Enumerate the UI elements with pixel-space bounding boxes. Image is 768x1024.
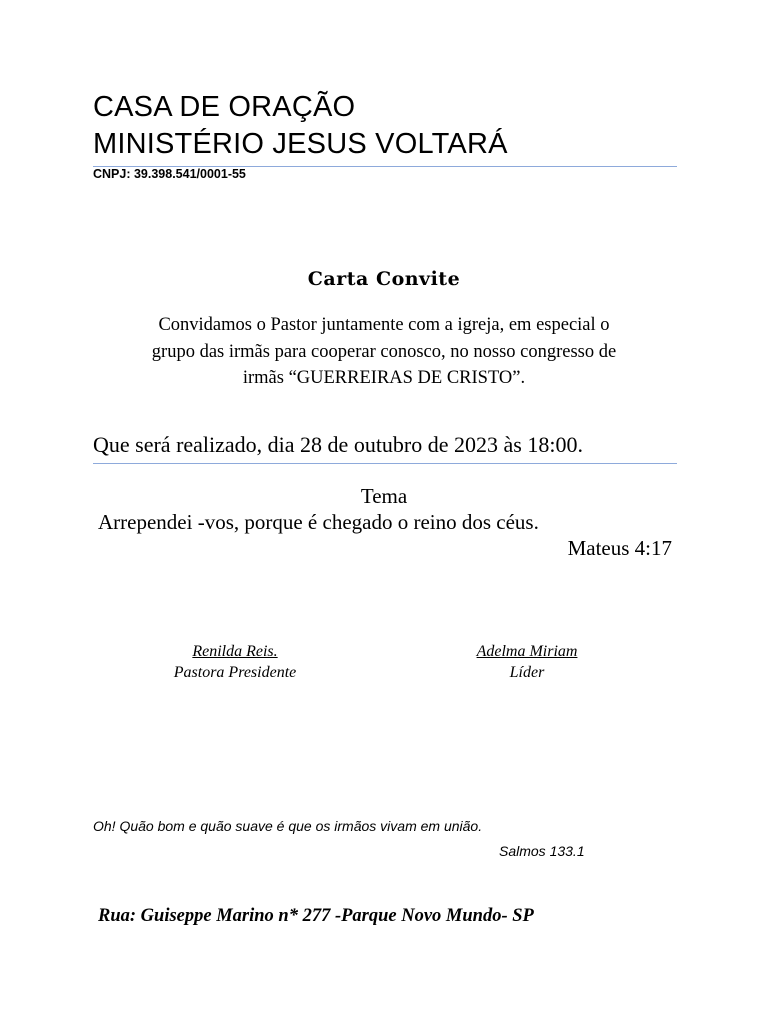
- signature-block-president: [125, 641, 345, 683]
- theme-text: Arrependei -vos, porque é chegado o reino dos céus.: [98, 510, 539, 534]
- signature-role: Pastora Presidente: [173, 664, 297, 681]
- footer-verse-reference: Salmos 133.1: [499, 843, 585, 859]
- letter-body: [100, 312, 668, 392]
- event-date-line: Que será realizado, dia 28 de outubro de 2023 às 18:00.: [93, 432, 583, 457]
- signature-name: Renilda Reis.: [192, 643, 278, 660]
- signature-role: Líder: [509, 664, 545, 681]
- letter-body-line: irmãs “GUERREIRAS DE CRISTO”.: [242, 368, 526, 388]
- letter-body-line: Convidamos o Pastor juntamente com a igreja, em especial o: [158, 315, 610, 335]
- date-divider: [93, 463, 677, 464]
- theme-reference: Mateus 4:17: [567, 536, 672, 560]
- footer-verse: Oh! Quão bom e quão suave é que os irmãos vivam em união.: [93, 818, 483, 834]
- cnpj-number: CNPJ: 39.398.541/0001-55: [93, 167, 246, 181]
- theme-label: Tema: [360, 484, 408, 508]
- letter-body-line: grupo das irmãs para cooperar conosco, no nosso congresso de: [151, 341, 617, 362]
- church-address: Rua: Guiseppe Marino n* 277 -Parque Novo Mundo- SP: [98, 906, 534, 926]
- church-name-line1: CASA DE ORAÇÃO: [93, 91, 356, 123]
- signature-block-leader: [417, 641, 637, 683]
- church-name-line2: MINISTÉRIO JESUS VOLTARÁ: [93, 128, 508, 160]
- letter-title: Carta Convite: [307, 268, 461, 290]
- signature-name: Adelma Miriam: [476, 643, 578, 660]
